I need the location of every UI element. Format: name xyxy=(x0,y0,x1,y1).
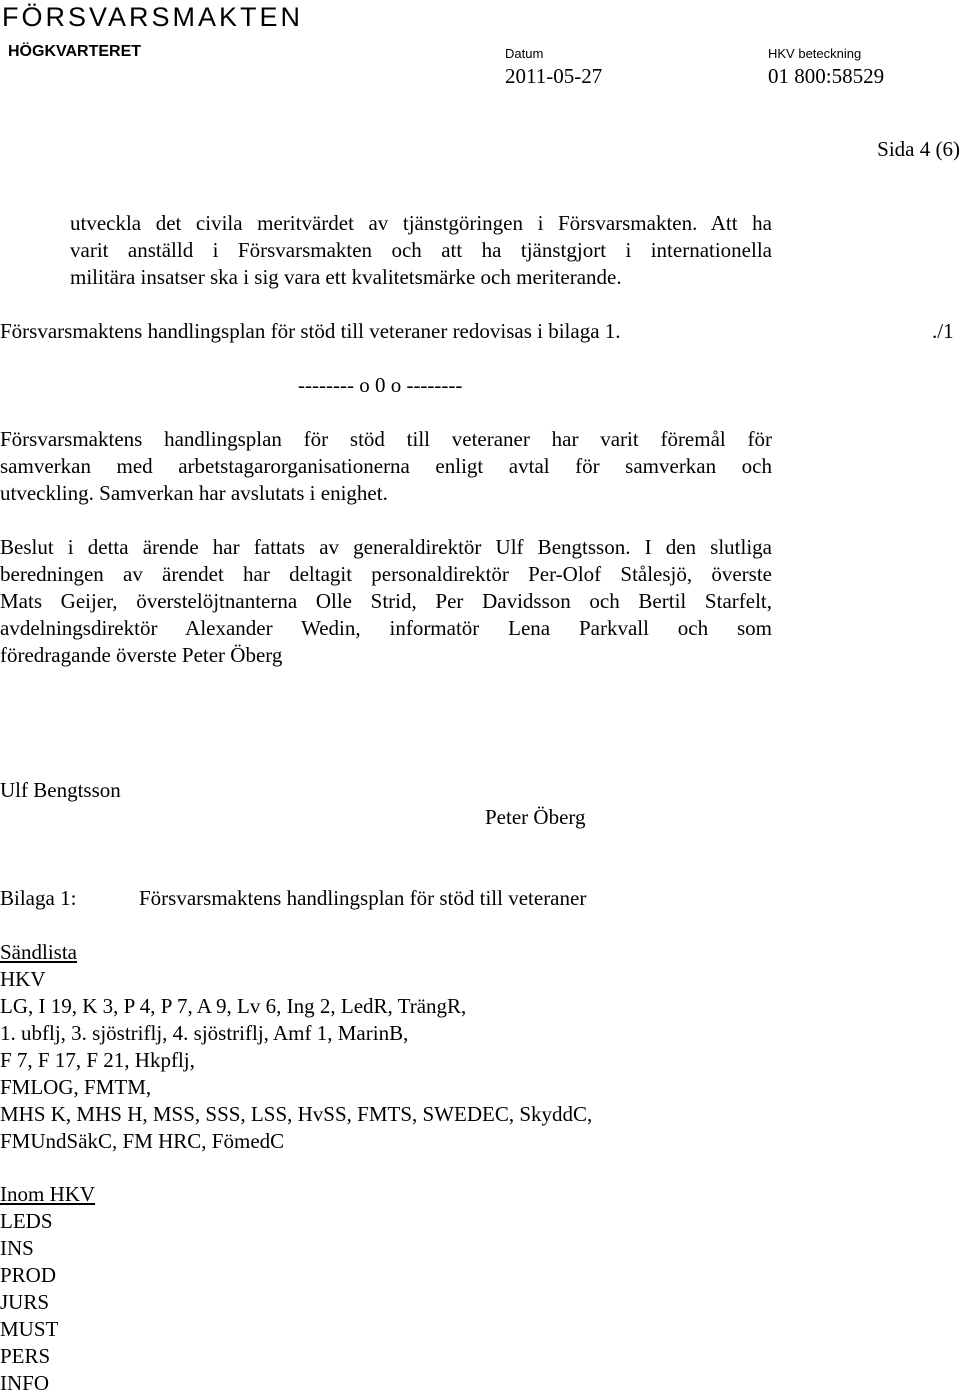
paragraph-line: varit anställd i Försvarsmakten och att ha tjänstgjort i internationella xyxy=(70,238,772,262)
paragraph-line: Beslut i detta ärende har fattats av generaldirektör Ulf Bengtsson. I den slutliga xyxy=(0,535,772,559)
paragraph-line: utveckla det civila meritvärdet av tjänstgöringen i Försvarsmakten. Att ha xyxy=(70,211,772,235)
paragraph-line: beredningen av ärendet har deltagit personaldirektör Per-Olof Stålesjö, överste xyxy=(0,562,772,586)
list-item: MHS K, MHS H, MSS, SSS, LSS, HvSS, FMTS, SWEDEC, SkyddC, xyxy=(0,1102,593,1126)
paragraph-2: Försvarsmaktens handlingsplan för stöd till veteraner redovisas i bilaga 1. xyxy=(0,319,621,343)
list-item: INS xyxy=(0,1236,34,1260)
list-item: PERS xyxy=(0,1344,51,1368)
paragraph-line: samverkan med arbetstagarorganisationerna enligt avtal för samverkan och xyxy=(0,454,772,478)
list-item: JURS xyxy=(0,1290,50,1314)
list-item: FMUndSäkC, FM HRC, FömedC xyxy=(0,1129,285,1153)
reference-label: HKV beteckning xyxy=(768,46,862,61)
internal-distribution-heading: Inom HKV xyxy=(0,1182,96,1206)
separator: -------- o 0 o -------- xyxy=(298,373,463,397)
list-item: LG, I 19, K 3, P 4, P 7, A 9, Lv 6, Ing 2, LedR, TrängR, xyxy=(0,994,467,1018)
unit-name: HÖGKVARTERET xyxy=(8,43,142,60)
distribution-list xyxy=(0,966,592,1155)
distribution-heading: Sändlista xyxy=(0,940,77,964)
paragraph-3 xyxy=(0,426,772,507)
list-item: MUST xyxy=(0,1317,59,1341)
organization-name: FÖRSVARSMAKTEN xyxy=(2,2,304,32)
signer-1: Ulf Bengtsson xyxy=(0,778,121,802)
signer-2: Peter Öberg xyxy=(485,805,586,829)
paragraph-1 xyxy=(70,210,772,291)
paragraph-line: militära insatser ska i sig vara ett kvalitetsmärke och meriterande. xyxy=(70,265,622,289)
list-item: INFO xyxy=(0,1371,50,1395)
list-item: LEDS xyxy=(0,1209,53,1233)
margin-reference: ./1 xyxy=(932,319,954,343)
reference-value: 01 800:58529 xyxy=(768,64,885,88)
internal-distribution-list xyxy=(0,1208,58,1397)
paragraph-line: Försvarsmaktens handlingsplan för stöd till veteraner har varit föremål för xyxy=(0,427,772,451)
list-item: PROD xyxy=(0,1263,57,1287)
paragraph-line: utveckling. Samverkan har avslutats i enighet. xyxy=(0,481,388,505)
attachment-title: Försvarsmaktens handlingsplan för stöd till veteraner xyxy=(139,886,587,910)
paragraph-line: föredragande överste Peter Öberg xyxy=(0,643,283,667)
page-number: Sida 4 (6) xyxy=(877,137,960,161)
list-item: 1. ubflj, 3. sjöstriflj, 4. sjöstriflj, Amf 1, MarinB, xyxy=(0,1021,409,1045)
list-item: HKV xyxy=(0,967,46,991)
date-label: Datum xyxy=(505,46,544,61)
date-value: 2011-05-27 xyxy=(505,64,603,88)
paragraph-4 xyxy=(0,534,772,669)
list-item: FMLOG, FMTM, xyxy=(0,1075,152,1099)
paragraph-line: avdelningsdirektör Alexander Wedin, informatör Lena Parkvall och som xyxy=(0,616,772,640)
paragraph-line: Mats Geijer, överstelöjtnanterna Olle Strid, Per Davidsson och Bertil Starfelt, xyxy=(0,589,772,613)
attachment-label: Bilaga 1: xyxy=(0,886,77,910)
list-item: F 7, F 17, F 21, Hkpflj, xyxy=(0,1048,195,1072)
